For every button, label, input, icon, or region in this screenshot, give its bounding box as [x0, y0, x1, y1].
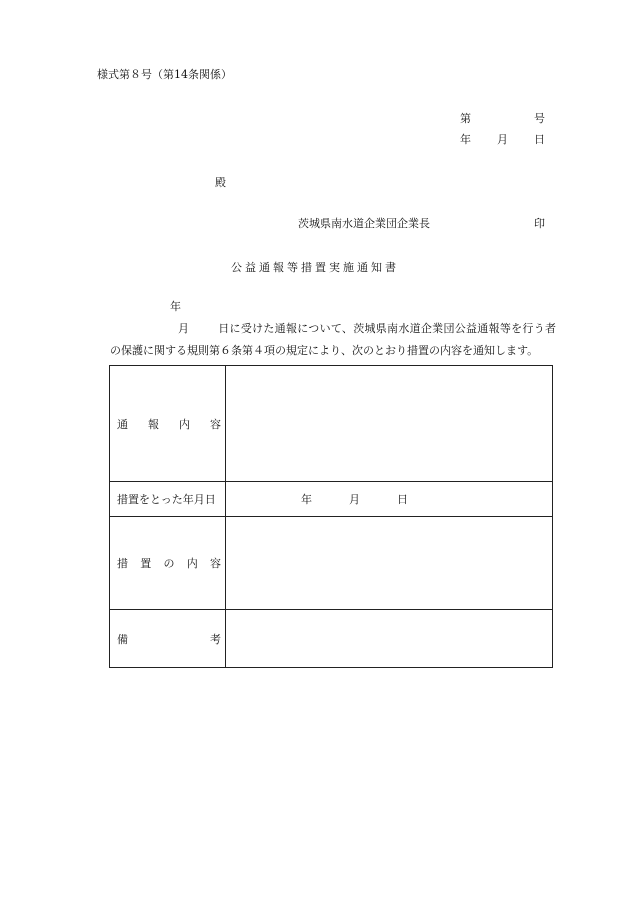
addressee-honorific: 殿 [215, 176, 226, 189]
issuer-seal: 印 [534, 217, 545, 230]
value-action-content[interactable] [226, 517, 553, 610]
table-row-action-content [110, 517, 553, 610]
label-char: 通 [117, 417, 128, 431]
label-char: 内 [186, 557, 198, 570]
label-char: 考 [210, 632, 221, 646]
label-action-content [110, 517, 226, 610]
action-date-day: 日 [397, 493, 408, 506]
label-remarks [110, 610, 226, 668]
label-char: 備 [117, 632, 128, 646]
value-remarks[interactable] [226, 610, 553, 668]
date-year: 年 [460, 133, 471, 146]
label-report-content [110, 366, 226, 482]
label-action-date: 措置をとった年月日 [110, 482, 226, 517]
number-suffix: 号 [534, 112, 545, 125]
body-month: 月 [178, 322, 189, 335]
date-day: 日 [534, 133, 545, 146]
table-row-action-date [110, 482, 553, 517]
form-number: 様式第８号（第14条関係） [97, 68, 232, 81]
value-action-date[interactable] [226, 482, 553, 517]
label-char: 置 [140, 557, 152, 570]
label-char: 措 [117, 557, 128, 570]
action-date-month: 月 [349, 493, 360, 506]
table-row-report-content [110, 366, 553, 482]
issuer-line [298, 215, 545, 231]
value-report-content[interactable] [226, 366, 553, 482]
number-prefix: 第 [460, 112, 471, 125]
body-paragraph [110, 296, 556, 362]
table-row-remarks [110, 610, 553, 668]
date-month: 月 [497, 133, 508, 146]
issuer-name: 茨城県南水道企業団企業長 [298, 217, 430, 230]
notice-table [109, 365, 553, 668]
document-title: 公益通報等措置実施通知書 [231, 261, 399, 274]
document-date-line [460, 131, 545, 147]
body-text: 日に受けた通報について、茨城県南水道企業団公益通報等を行う者の保護に関する規則第６条第４項の規定により、次のとおり措置の内容を通知します。 [110, 322, 556, 357]
document-number-line [460, 110, 545, 126]
label-char: 内 [179, 417, 190, 431]
action-date-year: 年 [301, 493, 312, 506]
body-date-prefix [110, 296, 218, 340]
label-char: の [163, 557, 175, 570]
label-char: 容 [210, 417, 221, 431]
label-char: 容 [210, 557, 221, 570]
body-year: 年 [170, 300, 181, 313]
label-char: 報 [148, 417, 159, 431]
